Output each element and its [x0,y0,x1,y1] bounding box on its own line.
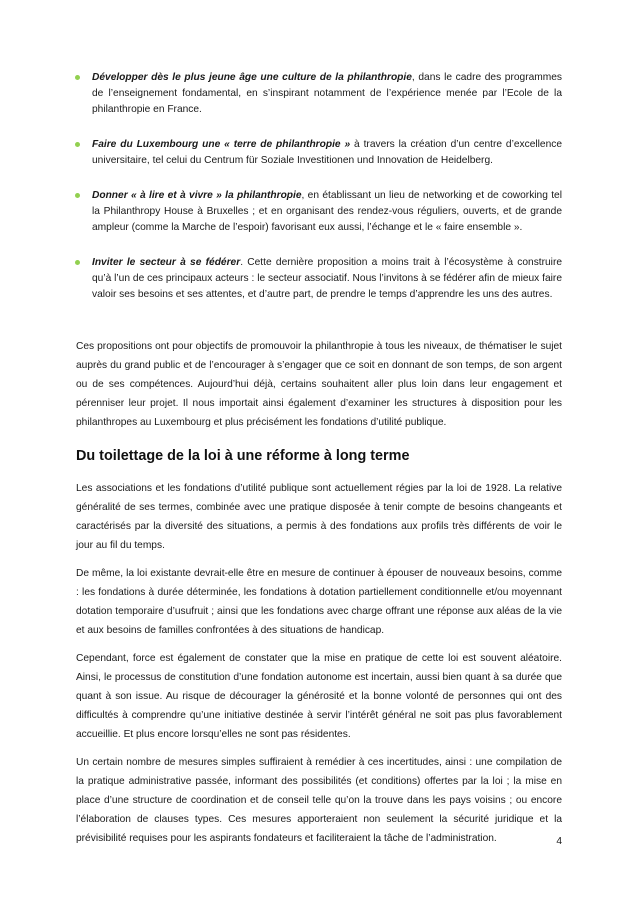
proposal-bullet-list [92,70,562,322]
bullet-lead: Donner « à lire et à vivre » la philanthropie [92,190,302,201]
bullet-text: à travers la création d’un centre d’excellence universitaire, tel celui du Centrum für Soziale Investitionen und Innovation de Heidelberg. [92,139,562,166]
list-item [92,188,562,236]
bullet-dot-icon [75,75,80,80]
section-body [76,479,562,857]
list-item [92,255,562,303]
intro-block [76,337,562,441]
bullet-text: , dans le cadre des programmes de l’enseignement fondamental, en s’inspirant notamment de l’expérience menée par l’Ecole de la philanthropie en France. [92,72,562,115]
bullet-lead: Faire du Luxembourg une « terre de philanthropie » [92,139,351,150]
section-paragraph: Un certain nombre de mesures simples suffiraient à remédier à ces incertitudes, ainsi : une compilation de la pratique administrative passée, informant des possibilités (et conditions) offertes par la loi ; la mise en place d’une structure de coordination et de conseil telle qu’on la trouve dans les pays voisins ; ou encore l’élaboration de clauses types. Ces mesures apporteraient non seulement la sécurité juridique et la prévisibilité requises pour les aspirants fondateurs et faciliteraient la tâche de l’administration. [76,757,562,844]
bullet-dot-icon [75,260,80,265]
section-paragraph: Cependant, force est également de constater que la mise en pratique de cette loi est souvent aléatoire. Ainsi, le processus de constitution d’une fondation autonome est incertain, aussi bien quant à sa durée que quant à son issue. Au risque de décourager la générosité et la bonne volonté de personnes qui ont des difficultés à comprendre qu’une initiative destinée à servir l’intérêt général ne soit pas plus favorablement accueillie. Et plus encore lorsqu’elles ne sont pas résidentes. [76,653,562,740]
page-number: 4 [556,836,562,847]
bullet-dot-icon [75,193,80,198]
section-heading: Du toilettage de la loi à une réforme à long terme [76,448,410,464]
bullet-text: . Cette dernière proposition a moins trait à l’écosystème à construire qu’à l’un de ces principaux acteurs : le secteur associatif. Nous l’invitons à se fédérer afin de mieux faire valoir ses besoins et ses attentes, et d’autre part, de prendre le temps d’apprendre les uns des autres. [92,257,562,300]
bullet-dot-icon [75,142,80,147]
bullet-text: , en établissant un lieu de networking et de coworking tel la Philanthropy House à Bruxelles ; et en organisant des rendez-vous réguliers, ouverts, et de grande ampleur (comme la Marche de l’espoir) favorisant eux aussi, l’échange et le « faire ensemble ». [92,190,562,233]
list-item [92,70,562,118]
section-paragraph: De même, la loi existante devrait-elle être en mesure de continuer à épouser de nouveaux besoins, comme : les fondations à durée déterminée, les fondations à dotation partiellement conditionnelle et/ou moyennant dotation temporaire d’usufruit ; ainsi que les fondations avec charge offrant une réponse aux aléas de la vie et aux besoins de familles confrontées à des situations de handicap. [76,568,562,636]
intro-paragraph: Ces propositions ont pour objectifs de promouvoir la philanthropie à tous les niveaux, de thématiser le sujet auprès du grand public et de l’encourager à s’engager que ce soit en donnant de son temps, de son argent ou de ses compétences. Aujourd’hui déjà, certains souhaitent aller plus loin dans leur engagement et pérenniser leur projet. Il nous importait ainsi également d’examiner les structures à disposition pour les philanthropes au Luxembourg et plus précisément les fondations d’utilité publique. [76,341,562,428]
bullet-lead: Développer dès le plus jeune âge une culture de la philanthropie [92,72,412,83]
bullet-lead: Inviter le secteur à se fédérer [92,257,241,268]
section-paragraph: Les associations et les fondations d’utilité publique sont actuellement régies par la loi de 1928. La relative généralité de ses termes, combinée avec une pratique disposée à tenir compte de besoins changeants et caractérisés par la diversité des situations, a permis à des fondations aux profils très différents de voir le jour au fil du temps. [76,483,562,551]
list-item [92,137,562,169]
